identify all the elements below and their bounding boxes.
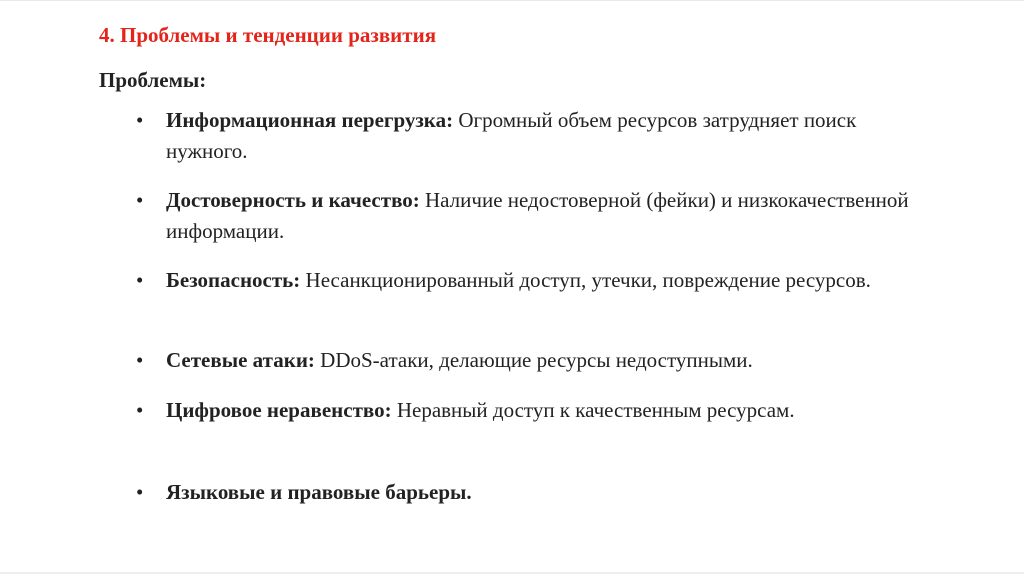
bullet-icon: • bbox=[136, 480, 144, 504]
list-item-description: Неравный доступ к качественным ресурсам. bbox=[391, 398, 795, 422]
bullet-icon: • bbox=[136, 188, 144, 212]
list-item-title: Сетевые атаки: bbox=[166, 348, 315, 372]
list-item-text bbox=[166, 345, 936, 376]
list-item-title: Информационная перегрузка: bbox=[166, 108, 454, 132]
list-item-description: Огромный объем ресурсов затрудняет поиск нужного. bbox=[166, 108, 857, 163]
list-item-text bbox=[166, 185, 936, 247]
list-item-title: Достоверность и качество: bbox=[166, 188, 420, 212]
list-item-title: Безопасность: bbox=[166, 268, 301, 292]
list-item-description: DDoS-атаки, делающие ресурсы недоступными. bbox=[314, 348, 753, 372]
bullet-icon: • bbox=[136, 398, 144, 422]
list-item-text bbox=[166, 477, 936, 508]
bullet-icon: • bbox=[136, 108, 144, 132]
list-item-text bbox=[166, 395, 936, 426]
list-item-title: Языковые и правовые барьеры. bbox=[166, 480, 472, 504]
list-item-description: Несанкционированный доступ, утечки, повреждение ресурсов. bbox=[300, 268, 871, 292]
bullet-icon: • bbox=[136, 348, 144, 372]
slide-heading: 4. Проблемы и тенденции развития bbox=[99, 23, 437, 47]
section-subheading: Проблемы: bbox=[99, 68, 207, 92]
top-border bbox=[0, 0, 1024, 1]
bullet-icon: • bbox=[136, 268, 144, 292]
list-item-text bbox=[166, 265, 936, 296]
list-item-text bbox=[166, 105, 936, 167]
list-item-description: Наличие недостоверной (фейки) и низкокачественной информации. bbox=[166, 188, 909, 243]
list-item-title: Цифровое неравенство: bbox=[166, 398, 392, 422]
